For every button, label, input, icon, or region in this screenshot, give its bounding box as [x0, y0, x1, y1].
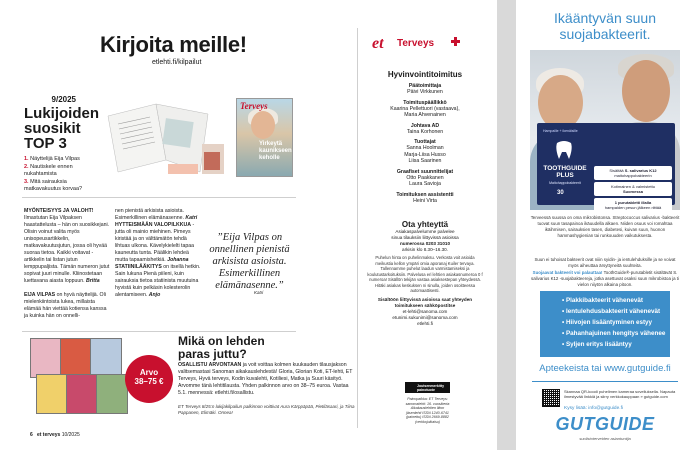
product-badge: 1 purutabletti illalla hampaiden pesun jälkeen riittää [594, 198, 672, 212]
ad-title: Ikääntyvän suun suojabakteerit. [554, 10, 656, 42]
website-link[interactable]: etlehti.fi [417, 320, 433, 326]
qr-instructions: Skannaa QR-koodi puhelimen kameraa sovelluksella. Napauta ilmestyvää linkkiä ja siirry verkkokauppaan » gutguide.com [564, 389, 676, 399]
list-item: • Pahanhajuinen hengitys vähenee [562, 328, 670, 339]
list-item: • Plakkibakteerit vähenevät [562, 295, 670, 306]
letters-column-1: MYÖNTEISYYS JA VALOHT! Ilmastutan Eija Vilpaksen haastattelusta – hän on suosikkejani. Olisin voinut valita myös unisopeusartikkelin, matkavakuutusjutun, jossa oli hyvää suoraa tietoa. Kaikki voitavat -artikkelin tai listan jutun lemppupaljista. Tämän numeron jutut sopivat juuri minulle. Kliinostetaan luettavana aiasta loppuun. Britta EIJA VILPAS on hyvä näyttelijä. Oli mielenkiintoista lukea, millaista elämää hän viettää kotiensa kanssa ja kuinka hän on onnelli- [24, 208, 110, 319]
survey-item: 3. Mitä sairauksia matkavakuutus korvaa? [24, 179, 83, 192]
magazine-stack-image [30, 338, 130, 416]
ad-url[interactable]: Apteekeista tai www.gutguide.fi [539, 363, 671, 374]
qr-code[interactable] [542, 389, 560, 407]
divider [357, 28, 358, 428]
survey-title: Lukijoiden suosikit TOP 3 [24, 105, 99, 152]
masthead: Hyvinvointitoimitus Päätoimittaja Päivi Virkkunen Toimituspäällikkö Kaarina Pellettuori (vastaava), Maria Ahvenainen Johtava AD Taina Korhonen Tuottajat Sanna Hoolman Marja-Liisa Husso Liisa Saarinen Graafiset suunnittelijat Otto Paakkanen Laura Savioja Toimituksen assistentti Heini Virta [366, 70, 484, 204]
page-gutter [497, 0, 516, 450]
brand-tagline: suolistoterveiden asiantuntija [579, 436, 631, 441]
cover-headline: Yirkeytä kaunikseen keholle [259, 141, 292, 161]
divider [532, 381, 678, 382]
poll-winners-note: ET Terveys 8/25:n lukijakilpailun palkinnon voittivat Aura Kärppäpää, Pietiläsaari, ja Tiina Pappanen, Elimäki. Onnea! [178, 404, 355, 415]
product-badge: Sisältää S. salivarius K12 maitohappobakteerin [594, 166, 672, 180]
contact-section: Ota yhteyttä Asiakaspalvelumme palvelee sinua tilauksiin liittyvissä asioissa numerossa 0203 31010 arkisin klo 8.30–16.30. Puhelun hinta on puhelinmaksu. Verkosta voit asioida meikustia kellon ympäri omia aporanaj Kuiler tervaya. Tallennamme puhelut laadun varmistamiseksi ja koulutustarkoituksiin. Palvelusa eri lehtien asiakasnumeroa 0 f numeroa! Sisällön tekijän vastaa asiaksestepan yhteydessä. Hitäki asiakas keskuksen ni sinulla, joiden osoitteessa automaattisesti. Sisältöön liittyvissä asioissa saat yhteyden toimitukseen sähköpostitse et-lehti@sanoma.com etunimi.sukunimi@sanoma.com etlehti.fi [367, 220, 483, 326]
page-title: Kirjoita meille! [100, 32, 247, 57]
page-footer: 6 et terveys 10/2025 [30, 432, 80, 438]
letters-column-2: nen pienistä arkisista asioista. Esimerkillinen elämänasenne. Katri HYTTEISMÄÄN VALOPILKKUA -jutta oli mainio miehinen. Pimeys kiristää ja on välttämätön tehdä lihtuas ulkona. Kävelykielelti tapaa kauneutta tunta. Päälikin lehdeä mutta tapaamishetkiä. Johanna STATIINILÄÄKITYS on itsellä hetkin. Sain lukuna Pienä piileni, kuin sairauksia tietoa statiinista muutuina hyvistä kuin pelkäsin kolesterolin alentamiseen. Anjo [115, 208, 201, 298]
pull-quote-author: Katri [254, 290, 264, 295]
brand-logo: GUTGUIDE [555, 414, 655, 434]
email-link[interactable]: et-lehti@sanoma.com [402, 308, 448, 314]
office-title: Hyvinvointitoimitus [387, 70, 463, 79]
pull-quote: ”Eija Vilpas on onnellinen pienistä arkisista asioista. Esimerkillinen elämänasenne.” [209, 232, 290, 291]
survey-item: 2. Nautiskele ennen nukahtamista [24, 164, 73, 177]
product-package: Hampaille + ikenäisille TOOTHGUIDE PLUS Maitohappobakteerit 30 [537, 123, 675, 205]
divider [22, 331, 296, 332]
publication-info: Painopaikka: ET Terveys: sanomalehti: 16. vuosikerta Aikakauslehtien liiton jäsenlehti ISSN 1240-6741 (painettu) ISSN 2669-8882 (verkkojulkaisu) [405, 397, 450, 424]
article-spread-image [104, 102, 226, 180]
magazine-cover [236, 98, 293, 177]
magazine-logo: et Terveys [372, 35, 435, 52]
survey-item: 1. Näyttelijä Eija Vilpas [24, 156, 80, 162]
ad-body-text: Terveessä suussa on oma mikrobistonsa. Streptococcus salivarius -bakteerit tuovat suun tasapainoa ikäuudella alkaen. Niiden osuus voi romahtaa ikäihmisen, sairauksien tasen, diabetesi, kuivan suun, huonon hammashygienian tai runkouuden vaikutuksesta. [530, 215, 680, 238]
list-item: • Syljen eritys lisääntyy [562, 339, 670, 350]
page-subtitle: etlehti.fi/kilpailut [152, 59, 202, 66]
email-link[interactable]: etunimi.sukunimi@sanoma.com [392, 314, 458, 320]
divider [22, 197, 296, 198]
list-item: • Hiivojen lisääntyminen estyy [562, 317, 670, 328]
reader-survey [24, 95, 104, 194]
survey-issue: 9/2025 [51, 95, 76, 104]
ad-body-text: Suun ei tuhoisat bakteerit ovat niiin syidin- ja ientulehduksille ja se voivat myös aiheuttaa ärsyttyneitä suuhteita. [534, 257, 676, 268]
prize-value-badge: Arvo 38–75 € [125, 355, 173, 403]
ad-body-text: Suojaavat bakteerit voi palauttaa! ToothGuide®-purutabletit sisältävät S. salivarius K12 -suojabakteereja, jotka asettuvat osaksi suun mikrobistoa ja ti vielon niiytön alkaina pitoon. [531, 270, 679, 287]
ecolabel-badge: Joutsenmerkitty painotuote [405, 382, 450, 393]
poll-body: OSALLISTU ARVONTAAN ja voit voittaa kolmen kuukauden tilausjakson valitsemastasi Sanoman aikakauslehdestä! Gloria, Glorian Koti, ET-lehti, ET Terveys, Hyvä terveys, Kodin kuvalehti, Kotiliesi, Matka ja Suuri käsityö. Arvomme tänä lehtitilausta. Yhden palkinnon arvo on 38–75 euroa. Vastaa 5.1. mennessä: etlehti.fi/osallistu. [178, 362, 353, 396]
cover-logo: Terveys [240, 101, 268, 111]
contact-email-link[interactable]: Kysy lisää: info@gutguide.fi [564, 406, 623, 411]
survey-list [24, 156, 104, 193]
tooth-icon [553, 139, 575, 161]
cross-icon [451, 37, 460, 46]
contact-title: Ota yhteyttä [401, 220, 449, 229]
benefits-list [540, 291, 670, 357]
list-item: • Ientulehdusbakteerit vähenevät [562, 306, 670, 317]
poll-title: Mikä on lehden paras juttu? [178, 334, 265, 361]
product-badge: Kotimainen & valmistettu Suomessa [594, 182, 672, 196]
